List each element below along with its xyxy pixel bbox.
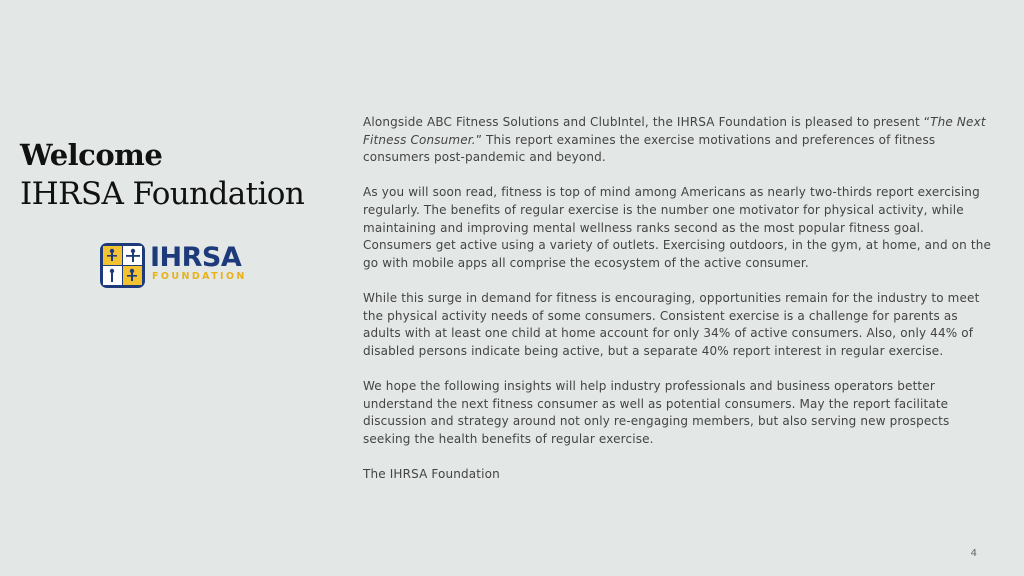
welcome-letter — [363, 114, 995, 501]
ihrsa-foundation-logo — [100, 243, 260, 289]
heading-organization: IHRSA Foundation — [20, 176, 305, 212]
page-number: 4 — [970, 548, 977, 559]
paragraph-insights: We hope the following insights will help industry professionals and business operators better understand the next fitness consumer as well as potential consumers. May the report facilitate discussion and strategy around not only re-engaging members, but also serving new prospects seeking the health benefits of regular exercise. — [363, 378, 950, 446]
logo-badge-icon — [100, 243, 145, 288]
paragraph-opportunities: While this surge in demand for fitness is encouraging, opportunities remain for the industry to meet the physical activity needs of some consumers. Consistent exercise is a challenge for parents as adults with at least one child at home account for only 34% of active consumers. Also, only 44% of disabled persons indicate being active, but a separate 40% report interest in regular exercise. — [363, 290, 980, 358]
intro-part2: ” This report examines the exercise motivations and preferences of fitness consumers post-pandemic and beyond. — [363, 132, 936, 165]
signature: The IHRSA Foundation — [363, 466, 500, 481]
paragraph-motivation: As you will soon read, fitness is top of mind among Americans as nearly two-thirds report exercising regularly. The benefits of regular exercise is the number one motivator for physical activity, while maintaining and improving mental wellness ranks second as the most popular fitness goal. Consumers get active using a variety of outlets. Exercising outdoors, in the gym, at home, and on the go with mobile apps all comprise the ecosystem of the active consumer. — [363, 185, 992, 270]
intro-paragraph — [363, 114, 995, 167]
heading-welcome: Welcome — [20, 138, 163, 172]
page-heading — [20, 136, 304, 214]
logo-wordmark: IHRSA — [150, 242, 242, 273]
logo-tagline: FOUNDATION — [152, 271, 247, 282]
intro-part1: Alongside ABC Fitness Solutions and ClubIntel, the IHRSA Foundation is pleased to present “ — [363, 115, 931, 129]
report-title: The Next Fitness Consumer. — [363, 115, 986, 147]
